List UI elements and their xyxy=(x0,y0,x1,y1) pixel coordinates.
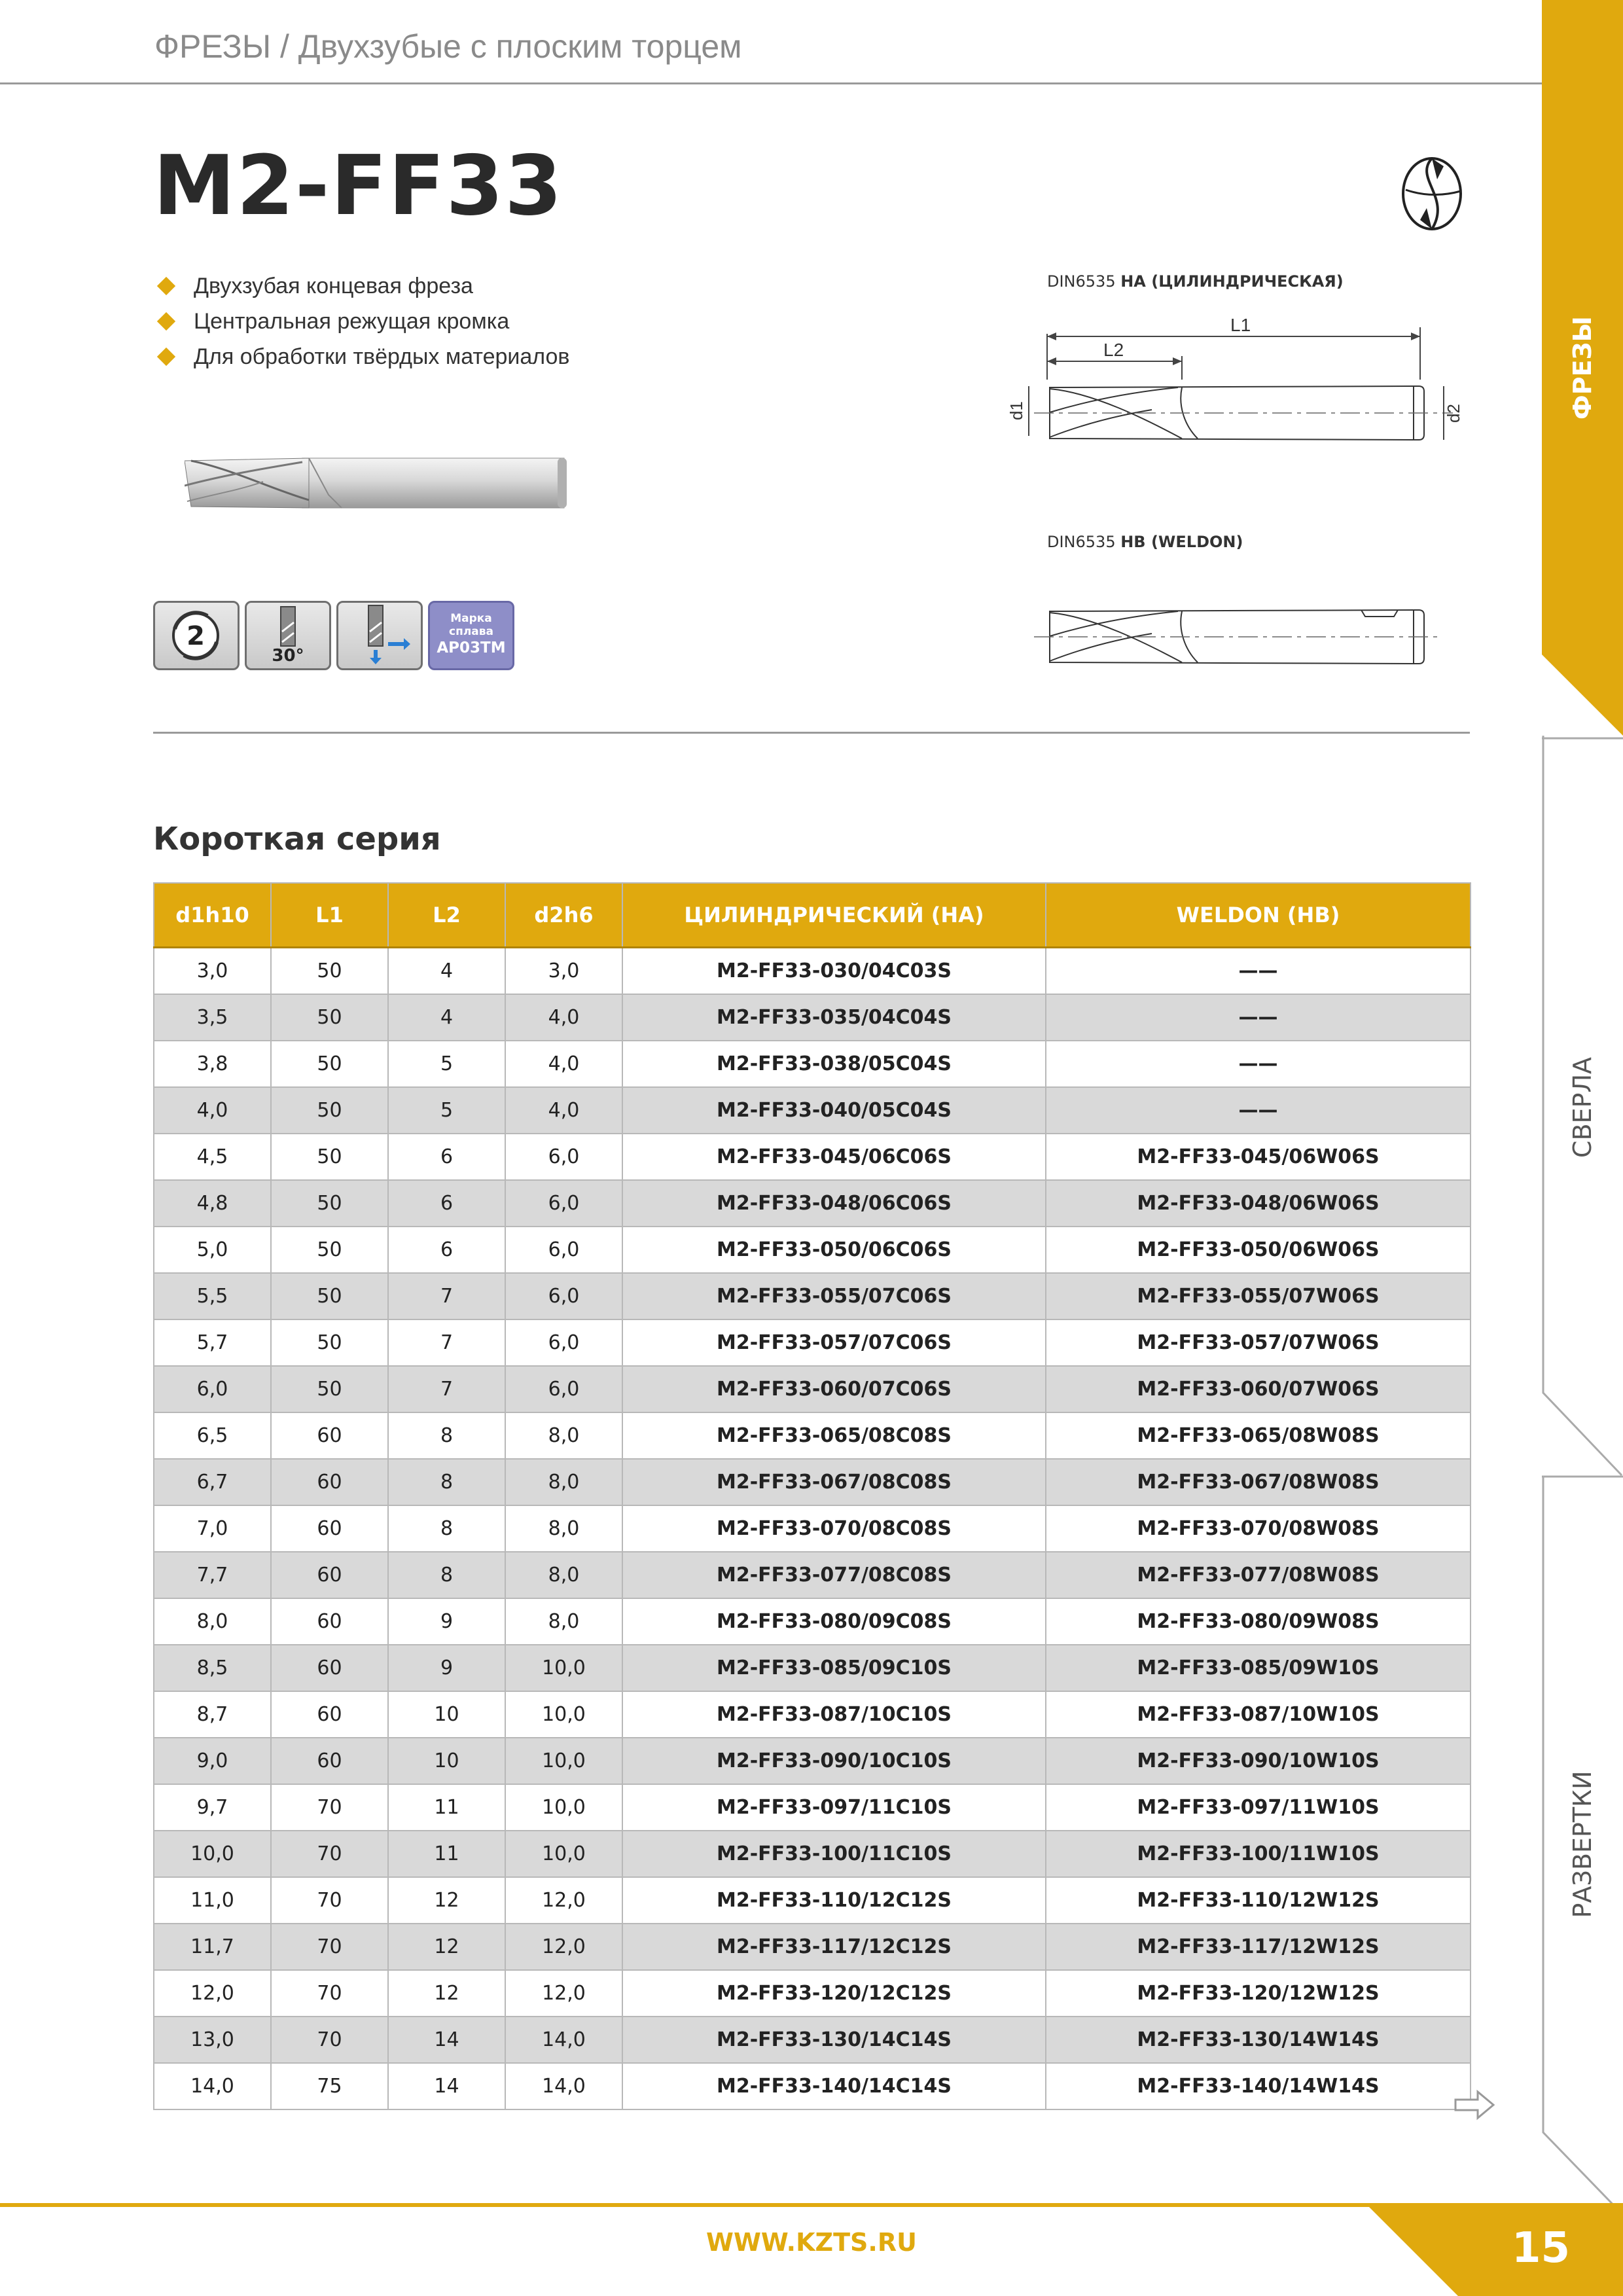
table-row xyxy=(154,1227,1471,1273)
table-cell: 6,0 xyxy=(505,1366,622,1412)
table-row xyxy=(154,1180,1471,1227)
table-cell: 50 xyxy=(271,1227,388,1273)
cutting-direction-badge xyxy=(336,601,423,670)
table-cell: M2-FF33-045/06C06S xyxy=(622,1134,1046,1180)
table-cell: M2-FF33-050/06C06S xyxy=(622,1227,1046,1273)
table-row xyxy=(154,2063,1471,2109)
table-cell: M2-FF33-035/04C04S xyxy=(622,994,1046,1041)
table-cell: M2-FF33-060/07C06S xyxy=(622,1366,1046,1412)
table-cell: 60 xyxy=(271,1505,388,1552)
table-cell: 50 xyxy=(271,1134,388,1180)
table-cell: 5 xyxy=(388,1041,505,1087)
helix-angle-label: 30° xyxy=(272,646,304,666)
table-cell: 70 xyxy=(271,1784,388,1831)
table-cell: M2-FF33-065/08W08S xyxy=(1046,1412,1471,1459)
table-row xyxy=(154,994,1471,1041)
table-cell: 8,0 xyxy=(505,1598,622,1645)
table-cell: 10,0 xyxy=(505,1831,622,1877)
table-cell: 60 xyxy=(271,1412,388,1459)
table-cell: 14,0 xyxy=(154,2063,271,2109)
table-cell: 70 xyxy=(271,2017,388,2063)
end-mill-photo xyxy=(185,449,571,517)
series-title: Короткая серия xyxy=(153,821,441,857)
table-cell: M2-FF33-100/11W10S xyxy=(1046,1831,1471,1877)
table-cell: 70 xyxy=(271,1924,388,1970)
col-header-l2: L2 xyxy=(388,883,505,948)
table-row xyxy=(154,948,1471,995)
table-cell: M2-FF33-077/08C08S xyxy=(622,1552,1046,1598)
table-cell: M2-FF33-087/10C10S xyxy=(622,1691,1046,1738)
bullet-diamond-icon xyxy=(157,277,175,295)
table-cell: 60 xyxy=(271,1552,388,1598)
col-header-d1: d1h10 xyxy=(154,883,271,948)
table-row xyxy=(154,1087,1471,1134)
table-cell: 8,0 xyxy=(154,1598,271,1645)
table-cell: 50 xyxy=(271,1273,388,1319)
table-cell: 14,0 xyxy=(505,2063,622,2109)
side-tab-drills[interactable]: СВЕРЛА xyxy=(1568,1056,1597,1158)
table-cell: 12 xyxy=(388,1877,505,1924)
table-cell: 9 xyxy=(388,1598,505,1645)
table-cell: 13,0 xyxy=(154,2017,271,2063)
table-cell: 8,7 xyxy=(154,1691,271,1738)
table-cell: 60 xyxy=(271,1598,388,1645)
table-cell: 50 xyxy=(271,994,388,1041)
table-cell: M2-FF33-130/14W14S xyxy=(1046,2017,1471,2063)
table-cell: 3,8 xyxy=(154,1041,271,1087)
table-cell: M2-FF33-050/06W06S xyxy=(1046,1227,1471,1273)
table-cell: M2-FF33-090/10C10S xyxy=(622,1738,1046,1784)
table-cell: 50 xyxy=(271,1180,388,1227)
table-cell: M2-FF33-038/05C04S xyxy=(622,1041,1046,1087)
table-cell: 70 xyxy=(271,1970,388,2017)
table-cell: 4,0 xyxy=(505,1087,622,1134)
cutting-direction-icon xyxy=(338,603,421,668)
table-row xyxy=(154,1970,1471,2017)
feature-item: Для обработки твёрдых материалов xyxy=(156,339,569,374)
table-cell: 12 xyxy=(388,1924,505,1970)
table-cell: M2-FF33-055/07C06S xyxy=(622,1273,1046,1319)
table-cell: 5,5 xyxy=(154,1273,271,1319)
grade-value: AP03TM xyxy=(437,639,506,656)
table-row xyxy=(154,1552,1471,1598)
table-cell: M2-FF33-100/11C10S xyxy=(622,1831,1046,1877)
col-header-l1: L1 xyxy=(271,883,388,948)
table-cell: 8,0 xyxy=(505,1412,622,1459)
table-cell: M2-FF33-097/11W10S xyxy=(1046,1784,1471,1831)
table-cell: 6,0 xyxy=(505,1134,622,1180)
table-cell: M2-FF33-057/07C06S xyxy=(622,1319,1046,1366)
table-cell: 12 xyxy=(388,1970,505,2017)
header-title: ФРЕЗЫ / Двухзубые с плоским торцем xyxy=(154,28,742,65)
table-cell: 75 xyxy=(271,2063,388,2109)
table-cell: 6,0 xyxy=(505,1180,622,1227)
table-cell: 6,7 xyxy=(154,1459,271,1505)
table-cell: 3,0 xyxy=(154,948,271,995)
table-cell: 6,0 xyxy=(154,1366,271,1412)
flutes-circle-icon xyxy=(155,603,238,668)
table-cell: 3,0 xyxy=(505,948,622,995)
table-cell: M2-FF33-067/08W08S xyxy=(1046,1459,1471,1505)
table-cell: 8,0 xyxy=(505,1459,622,1505)
table-cell: 6,0 xyxy=(505,1273,622,1319)
table-cell: 10,0 xyxy=(154,1831,271,1877)
din-ha-label: DIN6535 HA (ЦИЛИНДРИЧЕСКАЯ) xyxy=(1047,272,1344,291)
table-cell: 6,5 xyxy=(154,1412,271,1459)
grade-label-line2: сплава xyxy=(449,625,493,638)
table-cell: 50 xyxy=(271,948,388,995)
side-tab-mills[interactable]: ФРЕЗЫ xyxy=(1568,316,1597,420)
table-cell: M2-FF33-070/08C08S xyxy=(622,1505,1046,1552)
table-cell: 7,0 xyxy=(154,1505,271,1552)
table-cell: M2-FF33-085/09C10S xyxy=(622,1645,1046,1691)
table-cell: M2-FF33-030/04C03S xyxy=(622,948,1046,995)
table-cell: —— xyxy=(1046,1087,1471,1134)
table-row xyxy=(154,1831,1471,1877)
table-cell: —— xyxy=(1046,948,1471,995)
table-cell: 50 xyxy=(271,1366,388,1412)
table-cell: M2-FF33-140/14C14S xyxy=(622,2063,1046,2109)
table-cell: M2-FF33-120/12W12S xyxy=(1046,1970,1471,2017)
table-cell: 11,7 xyxy=(154,1924,271,1970)
side-tab-reamers[interactable]: РАЗВЕРТКИ xyxy=(1568,1770,1597,1918)
table-cell: 60 xyxy=(271,1691,388,1738)
table-row xyxy=(154,1738,1471,1784)
table-row xyxy=(154,1784,1471,1831)
table-cell: 6 xyxy=(388,1227,505,1273)
table-cell: M2-FF33-060/07W06S xyxy=(1046,1366,1471,1412)
table-cell: 7 xyxy=(388,1319,505,1366)
table-cell: M2-FF33-080/09W08S xyxy=(1046,1598,1471,1645)
table-cell: 4,0 xyxy=(505,994,622,1041)
d1-label: d1 xyxy=(1007,401,1026,420)
table-cell: M2-FF33-070/08W08S xyxy=(1046,1505,1471,1552)
table-cell: M2-FF33-055/07W06S xyxy=(1046,1273,1471,1319)
col-header-ha: ЦИЛИНДРИЧЕСКИЙ (HA) xyxy=(622,883,1046,948)
bullet-diamond-icon xyxy=(157,348,175,366)
table-cell: 50 xyxy=(271,1041,388,1087)
flutes-badge xyxy=(153,601,240,670)
table-cell: —— xyxy=(1046,1041,1471,1087)
section-divider xyxy=(153,732,1470,734)
table-cell: 60 xyxy=(271,1645,388,1691)
page-number: 15 xyxy=(1512,2224,1571,2272)
table-cell: 7,7 xyxy=(154,1552,271,1598)
table-cell: 11 xyxy=(388,1784,505,1831)
table-cell: 11,0 xyxy=(154,1877,271,1924)
table-row xyxy=(154,1273,1471,1319)
product-title: M2-FF33 xyxy=(153,137,563,234)
table-cell: —— xyxy=(1046,994,1471,1041)
table-cell: M2-FF33-077/08W08S xyxy=(1046,1552,1471,1598)
ha-technical-drawing xyxy=(982,308,1479,458)
table-cell: 4,0 xyxy=(505,1041,622,1087)
spec-table xyxy=(153,882,1471,2110)
table-cell: M2-FF33-130/14C14S xyxy=(622,2017,1046,2063)
table-cell: 5,0 xyxy=(154,1227,271,1273)
feature-item: Двухзубая концевая фреза xyxy=(156,268,569,304)
table-cell: 14 xyxy=(388,2017,505,2063)
table-cell: M2-FF33-048/06W06S xyxy=(1046,1180,1471,1227)
table-row xyxy=(154,1319,1471,1366)
spec-table-body xyxy=(154,948,1471,2110)
table-cell: M2-FF33-110/12C12S xyxy=(622,1877,1046,1924)
table-cell: 12,0 xyxy=(154,1970,271,2017)
table-cell: 10,0 xyxy=(505,1691,622,1738)
table-row xyxy=(154,1505,1471,1552)
table-cell: 5,7 xyxy=(154,1319,271,1366)
table-row xyxy=(154,1366,1471,1412)
table-cell: 9,0 xyxy=(154,1738,271,1784)
end-mill-profile-icon xyxy=(1400,152,1466,233)
table-cell: 12,0 xyxy=(505,1877,622,1924)
table-row xyxy=(154,1598,1471,1645)
table-cell: 9,7 xyxy=(154,1784,271,1831)
l1-label: L1 xyxy=(1230,315,1251,335)
table-cell: 70 xyxy=(271,1831,388,1877)
table-cell: 60 xyxy=(271,1459,388,1505)
table-cell: 4 xyxy=(388,994,505,1041)
hb-technical-drawing xyxy=(1034,600,1440,673)
table-cell: M2-FF33-140/14W14S xyxy=(1046,2063,1471,2109)
table-row xyxy=(154,1412,1471,1459)
table-cell: 50 xyxy=(271,1319,388,1366)
table-row xyxy=(154,1691,1471,1738)
table-cell: M2-FF33-110/12W12S xyxy=(1046,1877,1471,1924)
table-cell: 50 xyxy=(271,1087,388,1134)
table-cell: M2-FF33-040/05C04S xyxy=(622,1087,1046,1134)
table-cell: M2-FF33-097/11C10S xyxy=(622,1784,1046,1831)
table-row xyxy=(154,1041,1471,1087)
table-row xyxy=(154,2017,1471,2063)
table-cell: 8,5 xyxy=(154,1645,271,1691)
table-cell: M2-FF33-065/08C08S xyxy=(622,1412,1046,1459)
next-page-arrow-icon[interactable] xyxy=(1454,2089,1496,2121)
svg-text:2: 2 xyxy=(187,621,205,651)
table-cell: 8 xyxy=(388,1459,505,1505)
table-cell: 4,0 xyxy=(154,1087,271,1134)
col-header-d2: d2h6 xyxy=(505,883,622,948)
table-cell: 12,0 xyxy=(505,1970,622,2017)
table-cell: 8 xyxy=(388,1412,505,1459)
table-cell: 3,5 xyxy=(154,994,271,1041)
table-cell: M2-FF33-087/10W10S xyxy=(1046,1691,1471,1738)
table-cell: 11 xyxy=(388,1831,505,1877)
grade-label-line1: Марка xyxy=(450,612,492,625)
table-cell: 6,0 xyxy=(505,1319,622,1366)
grade-badge xyxy=(428,601,514,670)
table-cell: M2-FF33-057/07W06S xyxy=(1046,1319,1471,1366)
table-cell: M2-FF33-045/06W06S xyxy=(1046,1134,1471,1180)
table-cell: 6 xyxy=(388,1134,505,1180)
table-row xyxy=(154,1877,1471,1924)
table-cell: M2-FF33-120/12C12S xyxy=(622,1970,1046,2017)
table-cell: M2-FF33-067/08C08S xyxy=(622,1459,1046,1505)
table-cell: M2-FF33-117/12W12S xyxy=(1046,1924,1471,1970)
header-divider xyxy=(0,82,1542,84)
helix-angle-badge xyxy=(245,601,331,670)
table-cell: 10,0 xyxy=(505,1738,622,1784)
table-cell: 8,0 xyxy=(505,1505,622,1552)
table-cell: 12,0 xyxy=(505,1924,622,1970)
col-header-hb: WELDON (HB) xyxy=(1046,883,1471,948)
table-cell: 10 xyxy=(388,1691,505,1738)
table-cell: 8 xyxy=(388,1505,505,1552)
table-cell: 10,0 xyxy=(505,1645,622,1691)
table-cell: 7 xyxy=(388,1366,505,1412)
table-cell: M2-FF33-085/09W10S xyxy=(1046,1645,1471,1691)
table-cell: 60 xyxy=(271,1738,388,1784)
table-cell: 4,8 xyxy=(154,1180,271,1227)
table-cell: 10,0 xyxy=(505,1784,622,1831)
table-row xyxy=(154,1645,1471,1691)
bullet-diamond-icon xyxy=(157,312,175,331)
table-cell: 6,0 xyxy=(505,1227,622,1273)
feature-list xyxy=(156,268,569,374)
table-cell: M2-FF33-090/10W10S xyxy=(1046,1738,1471,1784)
table-row xyxy=(154,1134,1471,1180)
table-cell: 70 xyxy=(271,1877,388,1924)
table-cell: 8 xyxy=(388,1552,505,1598)
table-cell: 10 xyxy=(388,1738,505,1784)
table-cell: 5 xyxy=(388,1087,505,1134)
l2-label: L2 xyxy=(1103,340,1124,360)
table-row xyxy=(154,1924,1471,1970)
table-cell: 14 xyxy=(388,2063,505,2109)
table-cell: 4,5 xyxy=(154,1134,271,1180)
table-cell: M2-FF33-117/12C12S xyxy=(622,1924,1046,1970)
feature-badges xyxy=(153,601,514,670)
feature-item: Центральная режущая кромка xyxy=(156,304,569,339)
table-row xyxy=(154,1459,1471,1505)
table-cell: 8,0 xyxy=(505,1552,622,1598)
footer-url[interactable]: WWW.KZTS.RU xyxy=(706,2228,917,2257)
table-cell: 4 xyxy=(388,948,505,995)
table-cell: 9 xyxy=(388,1645,505,1691)
table-cell: M2-FF33-048/06C06S xyxy=(622,1180,1046,1227)
table-cell: 14,0 xyxy=(505,2017,622,2063)
table-cell: M2-FF33-080/09C08S xyxy=(622,1598,1046,1645)
table-cell: 6 xyxy=(388,1180,505,1227)
table-cell: 7 xyxy=(388,1273,505,1319)
din-hb-label: DIN6535 HB (WELDON) xyxy=(1047,533,1243,551)
d2-label: d2 xyxy=(1444,404,1463,423)
table-header-row xyxy=(154,883,1471,948)
